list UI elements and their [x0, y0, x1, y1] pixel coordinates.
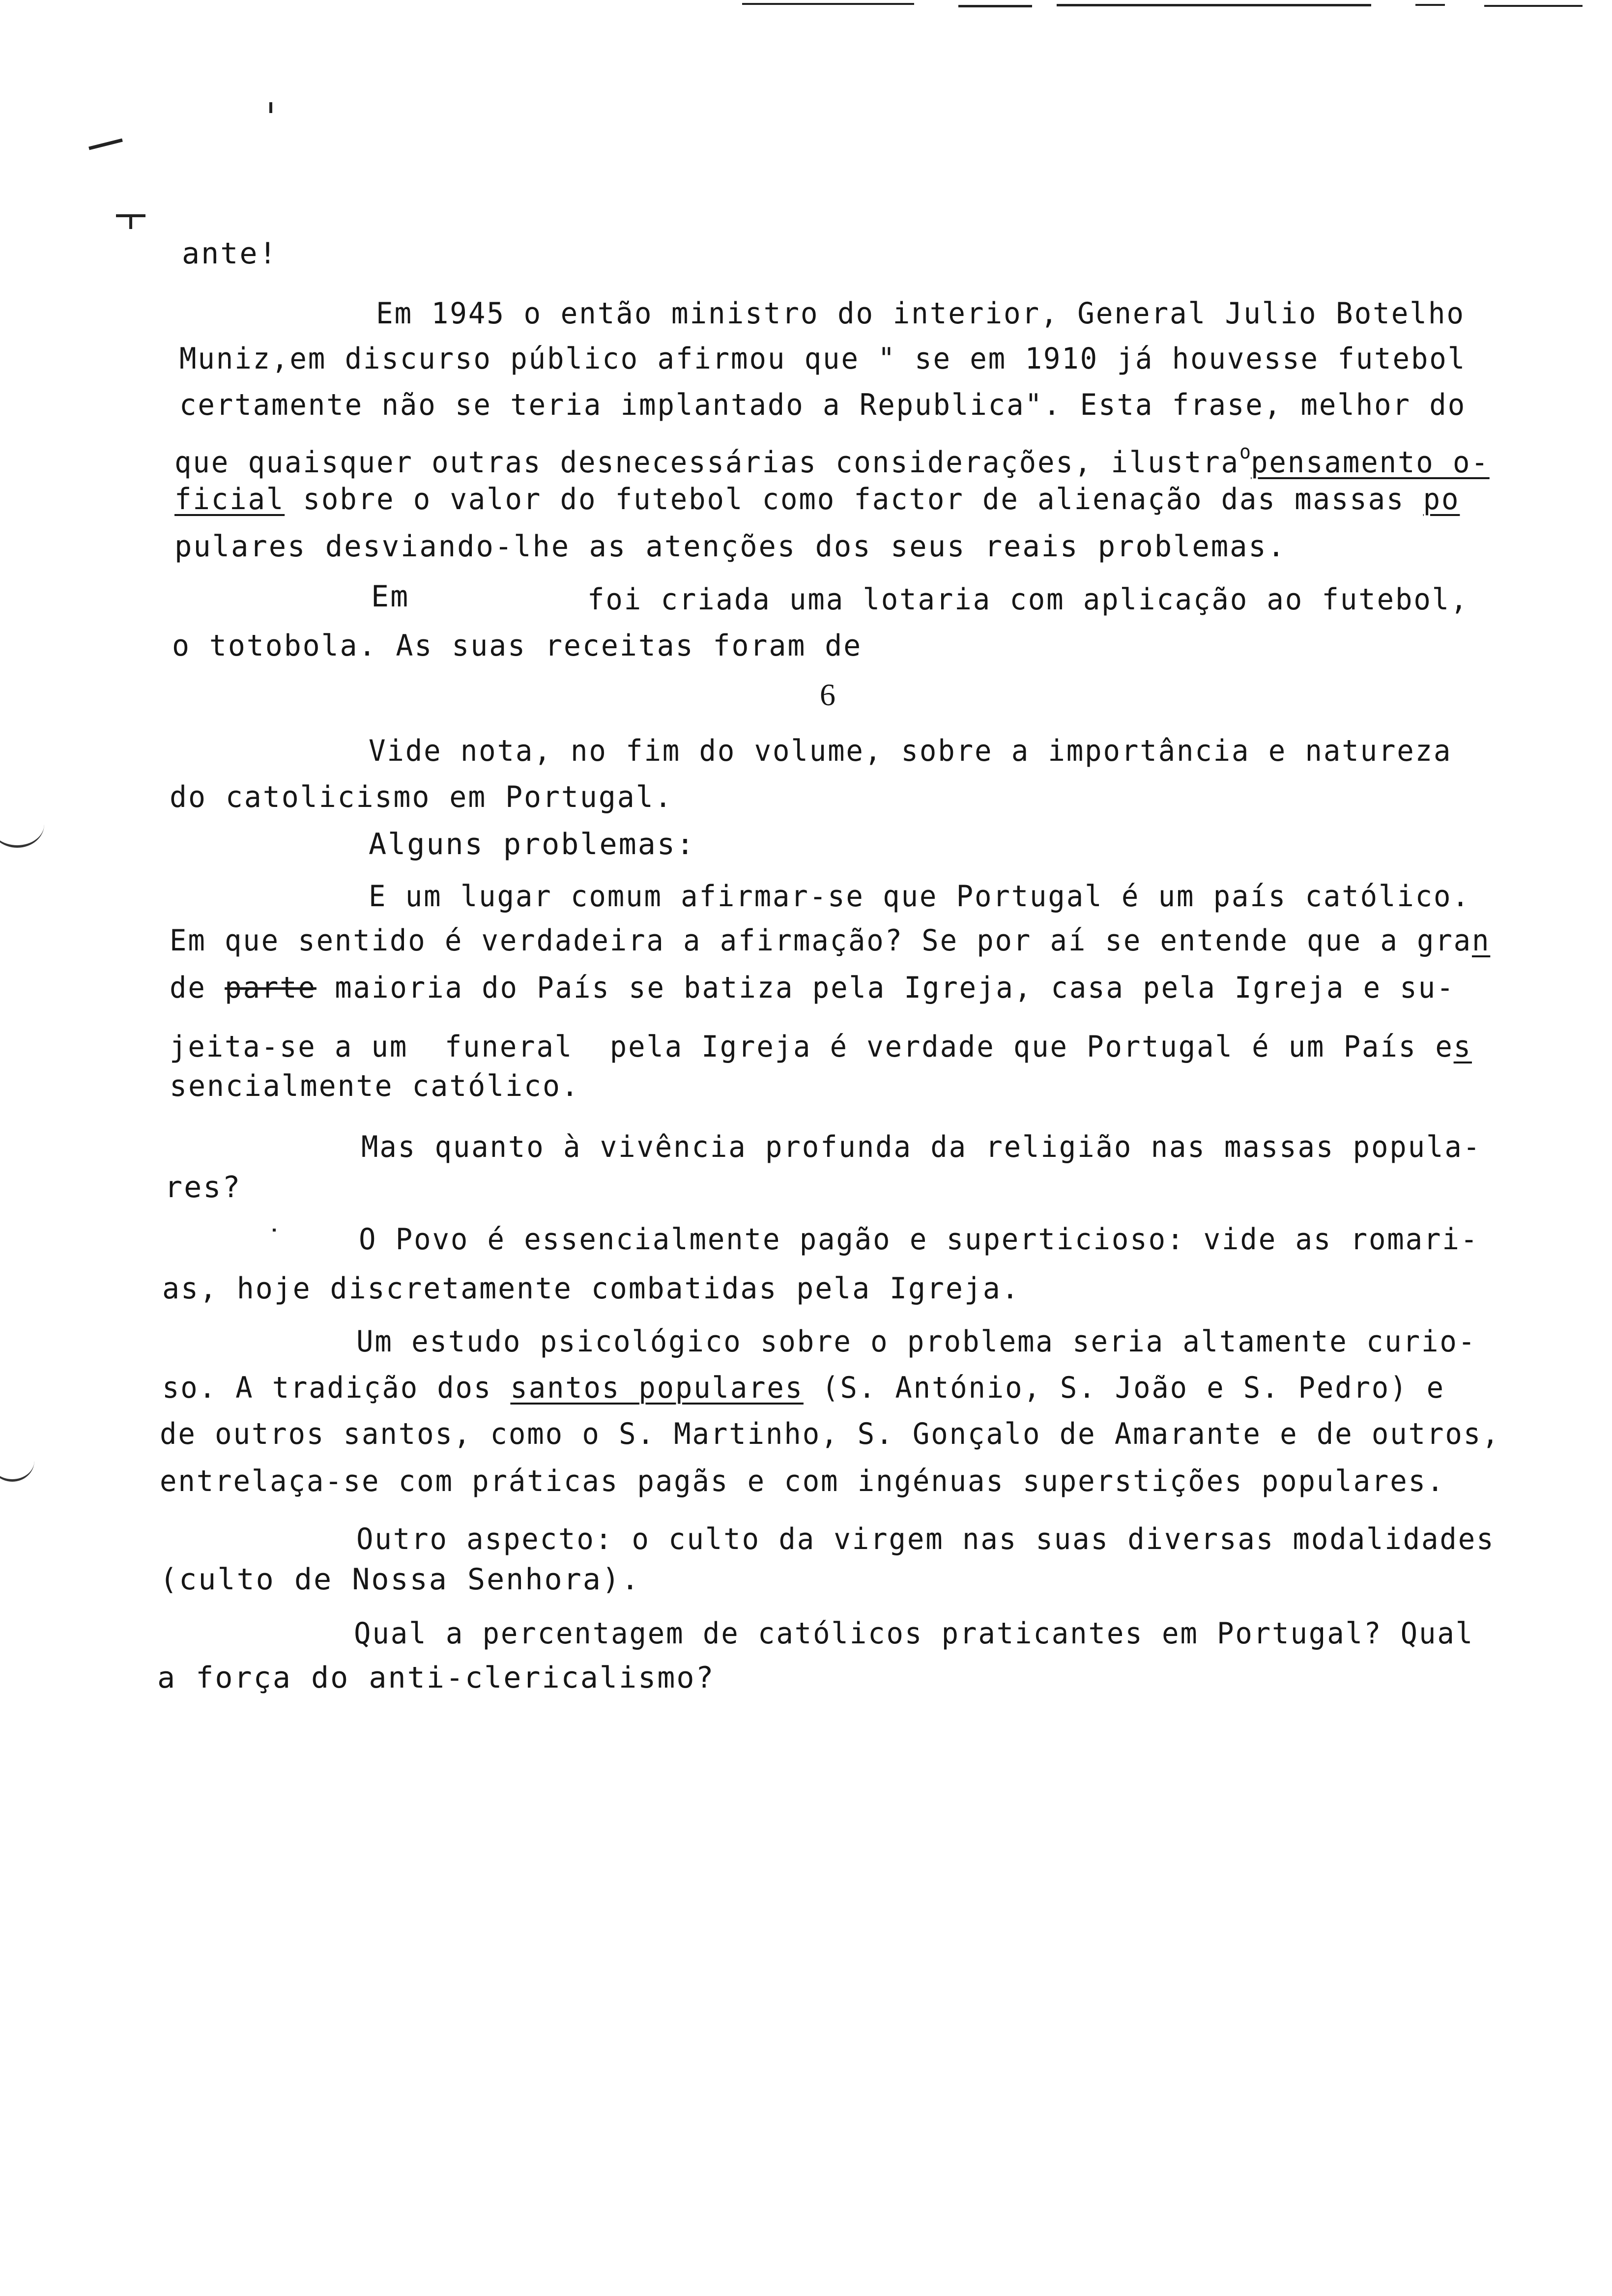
text-line: O Povo é essencialmente pagão e superticioso: vide as romari- [359, 1222, 1479, 1257]
text-line: Vide nota, no fim do volume, sobre a importância e natureza [369, 734, 1452, 768]
top-rule-mark [1057, 4, 1371, 6]
text-line: (culto de Nossa Senhora). [160, 1562, 641, 1597]
text-line: o totobola. As suas receitas foram de [172, 629, 863, 663]
text-line: Alguns problemas: [369, 827, 696, 861]
text-line: ante! [182, 236, 278, 271]
text-line: entrelaça-se com práticas pagãs e com ingénuas superstições populares. [160, 1464, 1445, 1498]
text-line: de outros santos, como o S. Martinho, S. Gonçalo de Amarante e de outros, [160, 1417, 1500, 1451]
text-line: jeita-se a um funeral pela Igreja é verdade que Portugal é um País es [170, 1030, 1472, 1064]
page-number: 6 [820, 677, 835, 712]
margin-speck [88, 139, 123, 150]
text-line: de parte maioria do País se batiza pela Igreja, casa pela Igreja e su- [170, 971, 1455, 1005]
text-line: do catolicismo em Portugal. [170, 780, 673, 814]
top-rule-mark [742, 3, 914, 5]
margin-speck [273, 1229, 276, 1232]
text-line: Muniz,em discurso público afirmou que " se em 1910 já houvesse futebol [179, 342, 1467, 376]
text-line: Outro aspecto: o culto da virgem nas suas diversas modalidades [356, 1522, 1495, 1556]
margin-speck [129, 214, 132, 229]
text-line: foi criada uma lotaria com aplicação ao futebol, [587, 582, 1469, 617]
text-line: E um lugar comum afirmar-se que Portugal é um país católico. [369, 879, 1470, 914]
margin-hole-mark [0, 1440, 34, 1482]
top-rule-mark [1484, 5, 1583, 7]
text-line: Em 1945 o então ministro do interior, General Julio Botelho [376, 296, 1465, 331]
text-line: que quaisquer outras desnecessárias considerações, ilustra$^o$pensamento o- [174, 441, 1490, 480]
top-rule-mark [958, 5, 1032, 7]
text-line: Mas quanto à vivência profunda da religião nas massas popula- [361, 1130, 1482, 1164]
text-line: res? [165, 1170, 242, 1205]
top-rule-mark [1415, 4, 1445, 6]
text-line: Qual a percentagem de católicos praticantes em Portugal? Qual [354, 1616, 1474, 1651]
text-line: pulares desviando-lhe as atenções dos seus reais problemas. [174, 529, 1287, 564]
text-line: as, hoje discretamente combatidas pela Igreja. [162, 1271, 1020, 1306]
text-line: Em [371, 579, 410, 614]
text-line: a força do anti-clericalismo? [157, 1661, 715, 1695]
margin-speck [269, 102, 272, 113]
margin-hole-mark [0, 801, 44, 848]
text-line: ficial sobre o valor do futebol como factor de alienação das massas po [174, 482, 1460, 517]
text-line: certamente não se teria implantado a Republica". Esta frase, melhor do [179, 388, 1467, 422]
text-line: sencialmente católico. [170, 1069, 580, 1103]
text-line: Um estudo psicológico sobre o problema seria altamente curio- [356, 1324, 1477, 1359]
text-line: Em que sentido é verdadeira a afirmação? Se por aí se entende que a gran [170, 923, 1491, 958]
text-line: so. A tradição dos santos populares (S. António, S. João e S. Pedro) e [162, 1371, 1445, 1405]
